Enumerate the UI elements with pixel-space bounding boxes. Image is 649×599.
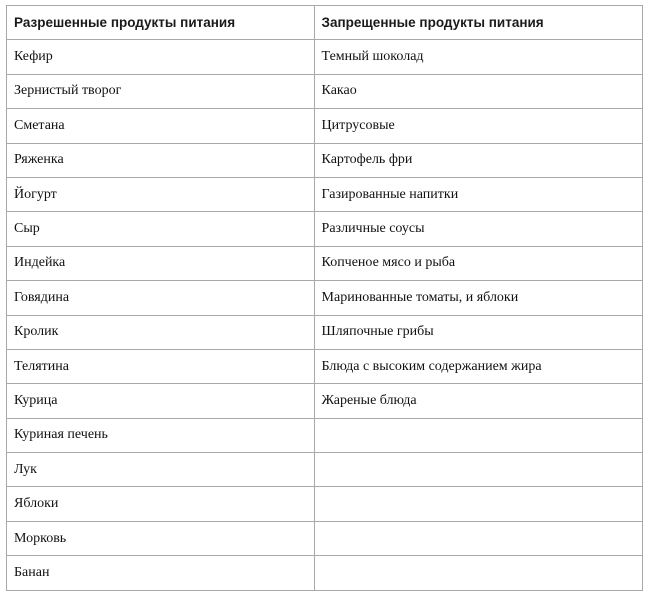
allowed-cell: Яблоки xyxy=(7,487,315,521)
forbidden-cell: Какао xyxy=(314,74,642,108)
forbidden-cell: Различные соусы xyxy=(314,212,642,246)
forbidden-cell: Блюда с высоким содержанием жира xyxy=(314,349,642,383)
table-row xyxy=(7,556,643,590)
allowed-cell: Сметана xyxy=(7,109,315,143)
forbidden-cell xyxy=(314,556,642,590)
table-row xyxy=(7,109,643,143)
table-row xyxy=(7,487,643,521)
header-allowed: Разрешенные продукты питания xyxy=(7,6,315,40)
forbidden-cell: Цитрусовые xyxy=(314,109,642,143)
table-row xyxy=(7,281,643,315)
table-row xyxy=(7,74,643,108)
table-row xyxy=(7,212,643,246)
forbidden-cell: Копченое мясо и рыба xyxy=(314,246,642,280)
table-row xyxy=(7,521,643,555)
header-row xyxy=(7,6,643,40)
forbidden-cell: Жареные блюда xyxy=(314,384,642,418)
allowed-cell: Банан xyxy=(7,556,315,590)
table-row xyxy=(7,453,643,487)
allowed-cell: Ряженка xyxy=(7,143,315,177)
allowed-cell: Куриная печень xyxy=(7,418,315,452)
allowed-cell: Индейка xyxy=(7,246,315,280)
allowed-cell: Кефир xyxy=(7,40,315,74)
table-row xyxy=(7,246,643,280)
forbidden-cell xyxy=(314,453,642,487)
forbidden-cell: Картофель фри xyxy=(314,143,642,177)
table-row xyxy=(7,349,643,383)
allowed-cell: Лук xyxy=(7,453,315,487)
allowed-cell: Говядина xyxy=(7,281,315,315)
forbidden-cell: Шляпочные грибы xyxy=(314,315,642,349)
forbidden-cell: Газированные напитки xyxy=(314,177,642,211)
allowed-cell: Йогурт xyxy=(7,177,315,211)
table-row xyxy=(7,143,643,177)
forbidden-cell: Маринованные томаты, и яблоки xyxy=(314,281,642,315)
table-row xyxy=(7,177,643,211)
allowed-cell: Зернистый творог xyxy=(7,74,315,108)
table-row xyxy=(7,384,643,418)
forbidden-cell: Темный шоколад xyxy=(314,40,642,74)
header-forbidden: Запрещенные продукты питания xyxy=(314,6,642,40)
forbidden-cell xyxy=(314,521,642,555)
table-row xyxy=(7,40,643,74)
allowed-cell: Морковь xyxy=(7,521,315,555)
table-row xyxy=(7,418,643,452)
allowed-cell: Кролик xyxy=(7,315,315,349)
table-row xyxy=(7,315,643,349)
allowed-cell: Курица xyxy=(7,384,315,418)
allowed-cell: Сыр xyxy=(7,212,315,246)
forbidden-cell xyxy=(314,487,642,521)
forbidden-cell xyxy=(314,418,642,452)
allowed-cell: Телятина xyxy=(7,349,315,383)
food-table xyxy=(6,5,643,591)
